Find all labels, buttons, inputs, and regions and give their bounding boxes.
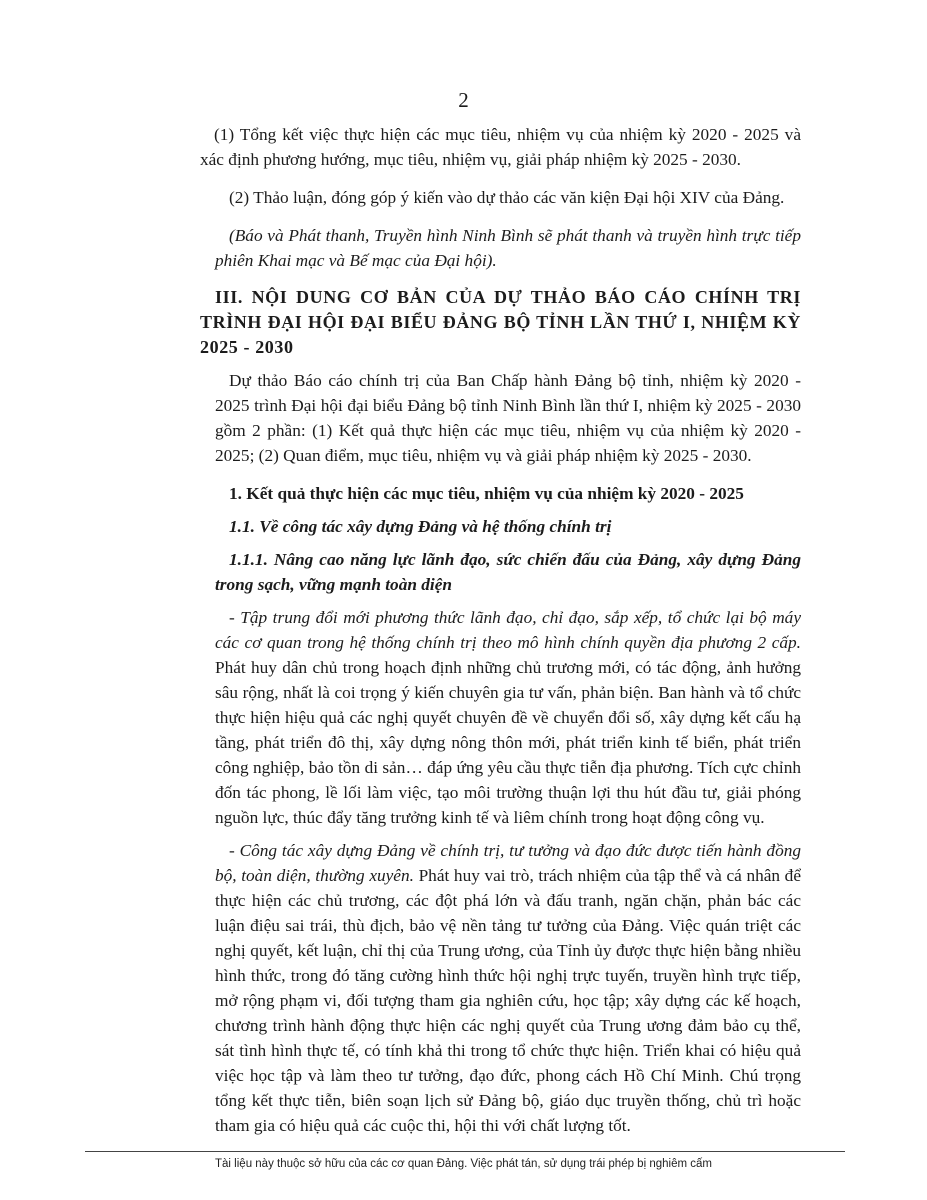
broadcast-note: (Báo và Phát thanh, Truyền hình Ninh Bình sẽ phát thanh và truyền hình trực tiếp phiên Khai mạc và Bế mạc của Đại hội).	[215, 226, 801, 270]
section-iii-intro: Dự thảo Báo cáo chính trị của Ban Chấp hành Đảng bộ tỉnh, nhiệm kỳ 2020 - 2025 trình Đại hội đại biểu Đảng bộ tỉnh Ninh Bình lần thứ I, nhiệm kỳ 2025 - 2030 gồm 2 phần: (1) Kết quả thực hiện các mục tiêu, nhiệm vụ của nhiệm kỳ 2020 - 2025; (2) Quan điểm, mục tiêu, nhiệm vụ và giải pháp nhiệm kỳ 2025 - 2030.	[215, 371, 801, 465]
footer-notice: Tài liệu này thuộc sở hữu của các cơ quan Đảng. Việc phát tán, sử dụng trái phép bị nghiêm cấm	[215, 1158, 712, 1170]
agenda-item-2: (2) Thảo luận, đóng góp ý kiến vào dự thảo các văn kiện Đại hội XIV của Đảng.	[229, 188, 785, 207]
paragraph-leadership	[215, 605, 801, 830]
agenda-item-1: (1) Tổng kết việc thực hiện các mục tiêu, nhiệm vụ của nhiệm kỳ 2020 - 2025 và xác định phương hướng, mục tiêu, nhiệm vụ, giải pháp nhiệm kỳ 2025 - 2030.	[200, 125, 801, 169]
paragraph-party-building	[215, 838, 801, 1138]
document-body	[200, 122, 801, 1138]
footer-divider	[85, 1151, 845, 1152]
paragraph-party-building-lead: - Công tác xây dựng Đảng về chính trị, tư tưởng và đạo đức được tiến hành đồng bộ, toàn diện, thường xuyên.	[215, 841, 801, 885]
paragraph-leadership-body: Phát huy dân chủ trong hoạch định những chủ trương mới, có tác động, ảnh hưởng sâu rộng, nhất là coi trọng ý kiến chuyên gia tư vấn, phản biện. Ban hành và tổ chức thực hiện hiệu quả các nghị quyết chuyên đề về chuyển đổi số, xây dựng kết cấu hạ tầng, phát triển đô thị, xây dựng nông thôn mới, phát triển kinh tế biển, phát triển công nghiệp, bảo tồn di sản… đáp ứng yêu cầu thực tiễn địa phương. Tích cực chỉnh đốn tác phong, lề lối làm việc, tạo môi trường thuận lợi thu hút đầu tư, giải phóng nguồn lực, thúc đẩy tăng trưởng kinh tế và liêm chính trong hoạt động công vụ.	[215, 658, 801, 827]
section-heading-iii	[200, 285, 801, 360]
subsection-heading-1-1-1: 1.1.1. Nâng cao năng lực lãnh đạo, sức chiến đấu của Đảng, xây dựng Đảng trong sạch, vững mạnh toàn diện	[215, 550, 801, 594]
paragraph-party-building-body: Phát huy vai trò, trách nhiệm của tập thể và cá nhân để thực hiện các chủ trương, các đột phá lớn và đấu tranh, ngăn chặn, phản bác các luận điệu sai trái, thù địch, bảo vệ nền tảng tư tưởng của Đảng. Việc quán triệt các nghị quyết, kết luận, chỉ thị của Trung ương, của Tỉnh ủy được thực hiện bằng nhiều hình thức, trong đó tăng cường hình thức hội nghị trực tuyến, truyền hình trực tiếp, mở rộng phạm vi, đối tượng tham gia nghiên cứu, học tập; xây dựng các kế hoạch, chương trình hành động thực hiện các nghị quyết của Trung ương đảm bảo cụ thể, sát tình hình thực tế, có tính khả thi trong tổ chức thực hiện. Triển khai có hiệu quả việc học tập và làm theo tư tưởng, đạo đức, phong cách Hồ Chí Minh. Chú trọng tổng kết thực tiễn, biên soạn lịch sử Đảng bộ, giáo dục truyền thống, chủ trì hoặc tham gia có hiệu quả các cuộc thi, hội thi với chất lượng tốt.	[215, 866, 801, 1135]
page-number: 2	[458, 88, 469, 112]
section-heading-iii-text: III. NỘI DUNG CƠ BẢN CỦA DỰ THẢO BÁO CÁO CHÍNH TRỊ TRÌNH ĐẠI HỘI ĐẠI BIỂU ĐẢNG BỘ TỈNH LẦN THỨ I, NHIỆM KỲ 2025 - 2030	[200, 287, 801, 357]
subsection-heading-1-1: 1.1. Về công tác xây dựng Đảng và hệ thống chính trị	[229, 517, 612, 536]
paragraph-leadership-lead: - Tập trung đổi mới phương thức lãnh đạo, chỉ đạo, sắp xếp, tổ chức lại bộ máy các cơ quan trong hệ thống chính trị theo mô hình chính quyền địa phương 2 cấp.	[215, 608, 801, 652]
subsection-heading-1: 1. Kết quả thực hiện các mục tiêu, nhiệm vụ của nhiệm kỳ 2020 - 2025	[229, 484, 744, 503]
